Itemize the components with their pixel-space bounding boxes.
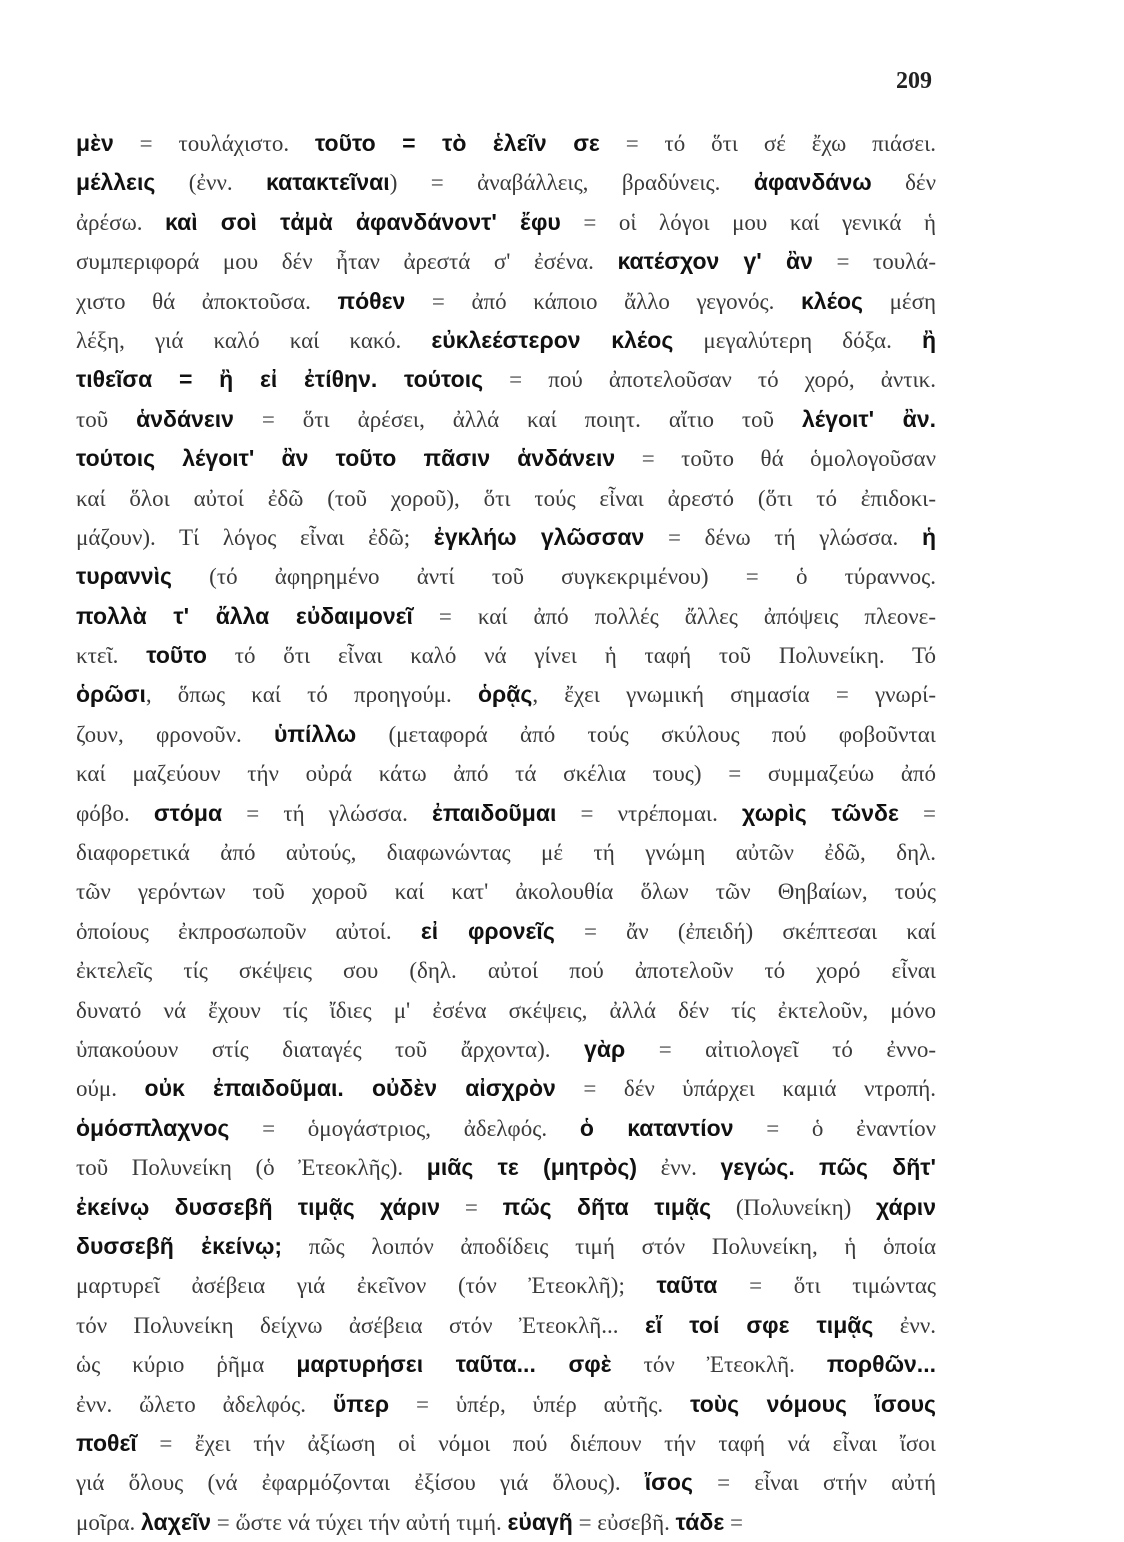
gloss-text: λέξη, γιά καλό καί κακό. <box>76 327 432 353</box>
lemma-term: στόμα <box>153 799 223 826</box>
gloss-text: μεγαλύτερη δόξα. <box>673 327 922 353</box>
gloss-text: τόν Ἐτεοκλῆ. <box>611 1352 827 1378</box>
lemma-term: εἰ φρονεῖς <box>420 917 555 944</box>
lemma-term: ὁμόσπλαχνος <box>76 1114 230 1141</box>
lemma-term: εἴ τοί σφε τιμᾷς <box>644 1311 874 1338</box>
lemma-term: γὰρ <box>584 1035 626 1062</box>
gloss-text: ἐνν. <box>637 1155 721 1181</box>
lemma-term: λαχεῖν <box>141 1508 212 1535</box>
gloss-text: (μεταφορά ἀπό τούς σκύλους πού φοβοῦνται <box>356 721 936 747</box>
gloss-text: = ὁμογάστριος, ἀδελφός. <box>229 1115 580 1141</box>
lemma-term: κατακτεῖναι <box>266 169 390 196</box>
lemma-term: ποθεῖ <box>76 1429 137 1456</box>
gloss-text: = δέν ὑπάρχει καμιά ντροπή. <box>555 1076 936 1102</box>
text-line <box>76 439 936 478</box>
text-line <box>76 1109 936 1148</box>
text-line <box>76 282 936 321</box>
gloss-text: δέν <box>871 170 936 196</box>
text-line <box>76 872 936 911</box>
text-line <box>76 1030 936 1069</box>
gloss-text: ζουν, φρονοῦν. <box>76 721 275 747</box>
gloss-text: = ὑπέρ, ὑπέρ αὐτῆς. <box>389 1391 691 1417</box>
lemma-term: πολλὰ τ' ἄλλα εὐδαιμονεῖ <box>76 602 413 629</box>
gloss-text: μέση <box>862 288 936 314</box>
gloss-text: ἐνν. ὤλετο ἀδελφός. <box>76 1391 333 1417</box>
lemma-term: ὁρᾷς <box>477 681 533 708</box>
text-line <box>76 1266 936 1305</box>
text-line <box>76 675 936 714</box>
lemma-term: ὕπερ <box>332 1390 390 1417</box>
gloss-text: φόβο. <box>76 800 154 826</box>
text-line <box>76 1345 936 1384</box>
text-line <box>76 479 936 518</box>
lemma-term: ἴσος <box>644 1469 693 1496</box>
gloss-text: ) = ἀναβάλλεις, βραδύνεις. <box>389 170 754 196</box>
page-number: 209 <box>896 68 932 94</box>
gloss-text: ἐνν. <box>873 1312 936 1338</box>
gloss-text: ὡς κύριο ῥῆμα <box>76 1352 297 1378</box>
gloss-text: ὑπακούουν στίς διαταγές τοῦ ἄρχοντα). <box>76 1036 585 1062</box>
lemma-term: χωρὶς τῶνδε <box>741 799 899 826</box>
text-line <box>76 557 936 596</box>
lemma-term: τοῦτο = τὸ ἑλεῖν σε <box>314 130 600 156</box>
lemma-term: τυραννὶς <box>76 563 172 590</box>
text-line <box>76 597 936 636</box>
lemma-term: ὁρῶσι <box>76 681 146 708</box>
gloss-text: καί μαζεύουν τήν οὐρά κάτω ἀπό τά σκέλια τους) = συμμαζεύω ἀπό <box>76 761 936 787</box>
text-line <box>76 518 936 557</box>
gloss-text: = <box>440 1194 503 1220</box>
gloss-text: (ἐνν. <box>155 170 267 196</box>
lemma-term: μαρτυρήσει ταῦτα... σφὲ <box>296 1351 612 1378</box>
text-line <box>76 794 936 833</box>
gloss-text: = πού ἀποτελοῦσαν τό χορό, ἀντικ. <box>483 367 936 393</box>
gloss-text: = τό ὅτι σέ ἔχω πιάσει. <box>599 131 936 156</box>
commentary-text <box>76 124 936 1542</box>
lemma-term: πόθεν <box>337 287 406 314</box>
text-line <box>76 912 936 951</box>
gloss-text: ούμ. <box>76 1076 145 1102</box>
gloss-text: = ἄν (ἐπειδή) σκέπτεσαι καί <box>554 918 936 944</box>
text-line <box>76 1385 936 1424</box>
gloss-text: διαφορετικά ἀπό αὐτούς, διαφωνώντας μέ τή γνώμη αὐτῶν ἐδῶ, δηλ. <box>76 840 936 866</box>
gloss-text: = ἀπό κάποιο ἄλλο γεγονός. <box>405 288 801 314</box>
gloss-text: = τή γλώσσα. <box>222 800 432 826</box>
lemma-term: μέλλεις <box>76 169 156 196</box>
text-line <box>76 991 936 1030</box>
gloss-text: = εὐσεβῆ. <box>572 1509 676 1535</box>
text-line <box>76 1188 936 1227</box>
gloss-text: τοῦ <box>76 406 137 432</box>
gloss-text: , ἔχει γνωμική σημασία = γνωρί- <box>532 682 936 708</box>
gloss-text: τῶν γερόντων τοῦ χοροῦ καί κατ' ἀκολουθία ὅλων τῶν Θηβαίων, τούς <box>76 879 936 905</box>
gloss-text: γιά ὅλους (νά ἐφαρμόζονται ἐξίσου γιά ὅλους). <box>76 1470 645 1496</box>
gloss-text: , ὅπως καί τό προηγούμ. <box>145 682 478 708</box>
lemma-term: ἀφανδάνω <box>753 169 872 196</box>
lemma-term: τούτοις λέγοιτ' ἂν τοῦτο πᾶσιν ἁνδάνειν <box>76 445 616 472</box>
gloss-text: = οἱ λόγοι μου καί γενικά ἡ <box>560 209 936 235</box>
text-line <box>76 203 936 242</box>
gloss-text: (Πολυνείκη) <box>711 1194 877 1220</box>
lemma-term: ταῦτα <box>656 1272 718 1299</box>
text-line <box>76 1227 936 1266</box>
text-line <box>76 400 936 439</box>
gloss-text: μαρτυρεῖ ἀσέβεια γιά ἐκεῖνον (τόν Ἐτεοκλῆ); <box>76 1273 657 1299</box>
lemma-term: κατέσχον γ' ἂν <box>617 248 813 275</box>
gloss-text: καί ὅλοι αὐτοί ἐδῶ (τοῦ χοροῦ), ὅτι τούς εἶναι ἀρεστό (ὅτι τό ἐπιδοκι- <box>76 485 936 511</box>
lemma-term: ἢ <box>921 326 936 353</box>
gloss-text: τοῦ Πολυνείκη (ὁ Ἐτεοκλῆς). <box>76 1155 427 1181</box>
text-line <box>76 163 936 202</box>
text-line <box>76 1503 936 1542</box>
lemma-term: πορθῶν... <box>826 1351 936 1378</box>
text-line <box>76 1148 936 1187</box>
text-line <box>76 1463 936 1502</box>
gloss-text: τόν Πολυνείκη δείχνω ἀσέβεια στόν Ἐτεοκλῆ... <box>76 1312 645 1338</box>
lemma-term: κλέος <box>800 287 863 314</box>
text-line <box>76 833 936 872</box>
lemma-term: ἡ <box>921 523 936 550</box>
gloss-text: πῶς λοιπόν ἀποδίδεις τιμή στόν Πολυνείκη, ἡ ὁποία <box>282 1233 936 1259</box>
gloss-text: = <box>898 800 936 826</box>
lemma-term: πῶς δῆτα τιμᾷς <box>502 1193 712 1220</box>
text-line <box>76 754 936 793</box>
gloss-text: δυνατό νά ἔχουν τίς ἴδιες μ' ἐσένα σκέψεις, ἀλλά δέν τίς ἐκτελοῦν, μόνο <box>76 997 936 1023</box>
lemma-term: ἐκείνῳ δυσσεβῆ τιμᾷς χάριν <box>76 1193 441 1220</box>
lemma-term: τοῦτο <box>146 642 207 669</box>
gloss-text: = ἔχει τήν ἀξίωση οἱ νόμοι πού διέπουν τήν ταφή νά εἶναι ἴσοι <box>136 1430 936 1456</box>
gloss-text: = εἶναι στήν αὐτή <box>692 1470 936 1496</box>
lemma-term: εὐαγῆ <box>507 1508 573 1535</box>
text-line <box>76 360 936 399</box>
gloss-text: = <box>724 1509 743 1535</box>
gloss-text: = τουλά- <box>812 249 936 275</box>
lemma-term: μὲν <box>76 130 114 156</box>
lemma-term: τιθεῖσα = ἢ εἰ ἐτίθην. τούτοις <box>76 366 484 393</box>
lemma-term: ἐπαιδοῦμαι <box>431 799 557 826</box>
lemma-term: τάδε <box>675 1508 725 1535</box>
gloss-text: = ὁ ἐναντίον <box>733 1115 936 1141</box>
lemma-term: δυσσεβῆ ἐκείνῳ; <box>76 1232 283 1259</box>
lemma-term: γεγώς. πῶς δῆτ' <box>720 1154 936 1181</box>
text-line <box>76 636 936 675</box>
gloss-text: = δένω τή γλώσσα. <box>644 524 922 550</box>
lemma-term: χάριν <box>876 1193 936 1220</box>
text-line <box>76 1306 936 1345</box>
lemma-term: ὁ καταντίον <box>579 1114 734 1141</box>
text-line <box>76 1424 936 1463</box>
lemma-term: οὐκ ἐπαιδοῦμαι. οὐδὲν αἰσχρὸν <box>144 1075 556 1102</box>
gloss-text: μάζουν). Τί λόγος εἶναι ἐδῶ; <box>76 524 434 550</box>
gloss-text: = ὅτι τιμώντας <box>717 1273 936 1299</box>
lemma-term: εὐκλεέστερον κλέος <box>431 326 674 353</box>
lemma-term: λέγοιτ' ἂν. <box>801 405 936 432</box>
gloss-text: χιστο θά ἀποκτοῦσα. <box>76 288 338 314</box>
gloss-text: ἀρέσω. <box>76 209 166 235</box>
gloss-text: κτεῖ. <box>76 643 147 669</box>
gloss-text: μοῖρα. <box>76 1509 142 1535</box>
text-line <box>76 951 936 990</box>
gloss-text: ὁποίους ἐκπροσωποῦν αὐτοί. <box>76 918 421 944</box>
gloss-text: = αἰτιολογεῖ τό ἐννο- <box>625 1036 936 1062</box>
gloss-text: = τουλάχιστο. <box>113 131 315 156</box>
gloss-text: ἐκτελεῖς τίς σκέψεις σου (δηλ. αὐτοί πού ἀποτελοῦν τό χορό εἶναι <box>76 958 936 984</box>
gloss-text: συμπεριφορά μου δέν ἦταν ἀρεστά σ' ἐσένα. <box>76 249 618 275</box>
gloss-text: = τοῦτο θά ὁμολογοῦσαν <box>615 446 936 472</box>
text-line <box>76 1069 936 1108</box>
lemma-term: ἐγκλήω γλῶσσαν <box>433 523 645 550</box>
text-line <box>76 242 936 281</box>
gloss-text: τό ὅτι εἶναι καλό νά γίνει ἡ ταφή τοῦ Πολυνείκη. Τό <box>206 643 936 669</box>
gloss-text: (τό ἀφηρημένο ἀντί τοῦ συγκεκριμένου) = ὁ τύραννος. <box>171 564 936 590</box>
gloss-text: = καί ἀπό πολλές ἄλλες ἀπόψεις πλεονε- <box>412 603 936 629</box>
lemma-term: τοὺς νόμους ἴσους <box>690 1390 936 1417</box>
lemma-term: καὶ σοὶ τἀμὰ ἀφανδάνοντ' ἔφυ <box>165 208 561 235</box>
lemma-term: ἁνδάνειν <box>136 405 234 432</box>
text-line <box>76 124 936 163</box>
lemma-term: μιᾶς τε (μητρὸς) <box>426 1154 637 1181</box>
gloss-text: = ὥστε νά τύχει τήν αὐτή τιμή. <box>211 1509 508 1535</box>
gloss-text: = ντρέπομαι. <box>556 800 742 826</box>
gloss-text: = ὅτι ἀρέσει, ἀλλά καί ποιητ. αἴτιο τοῦ <box>233 406 802 432</box>
text-line <box>76 715 936 754</box>
lemma-term: ὑπίλλω <box>274 720 357 747</box>
text-line <box>76 321 936 360</box>
